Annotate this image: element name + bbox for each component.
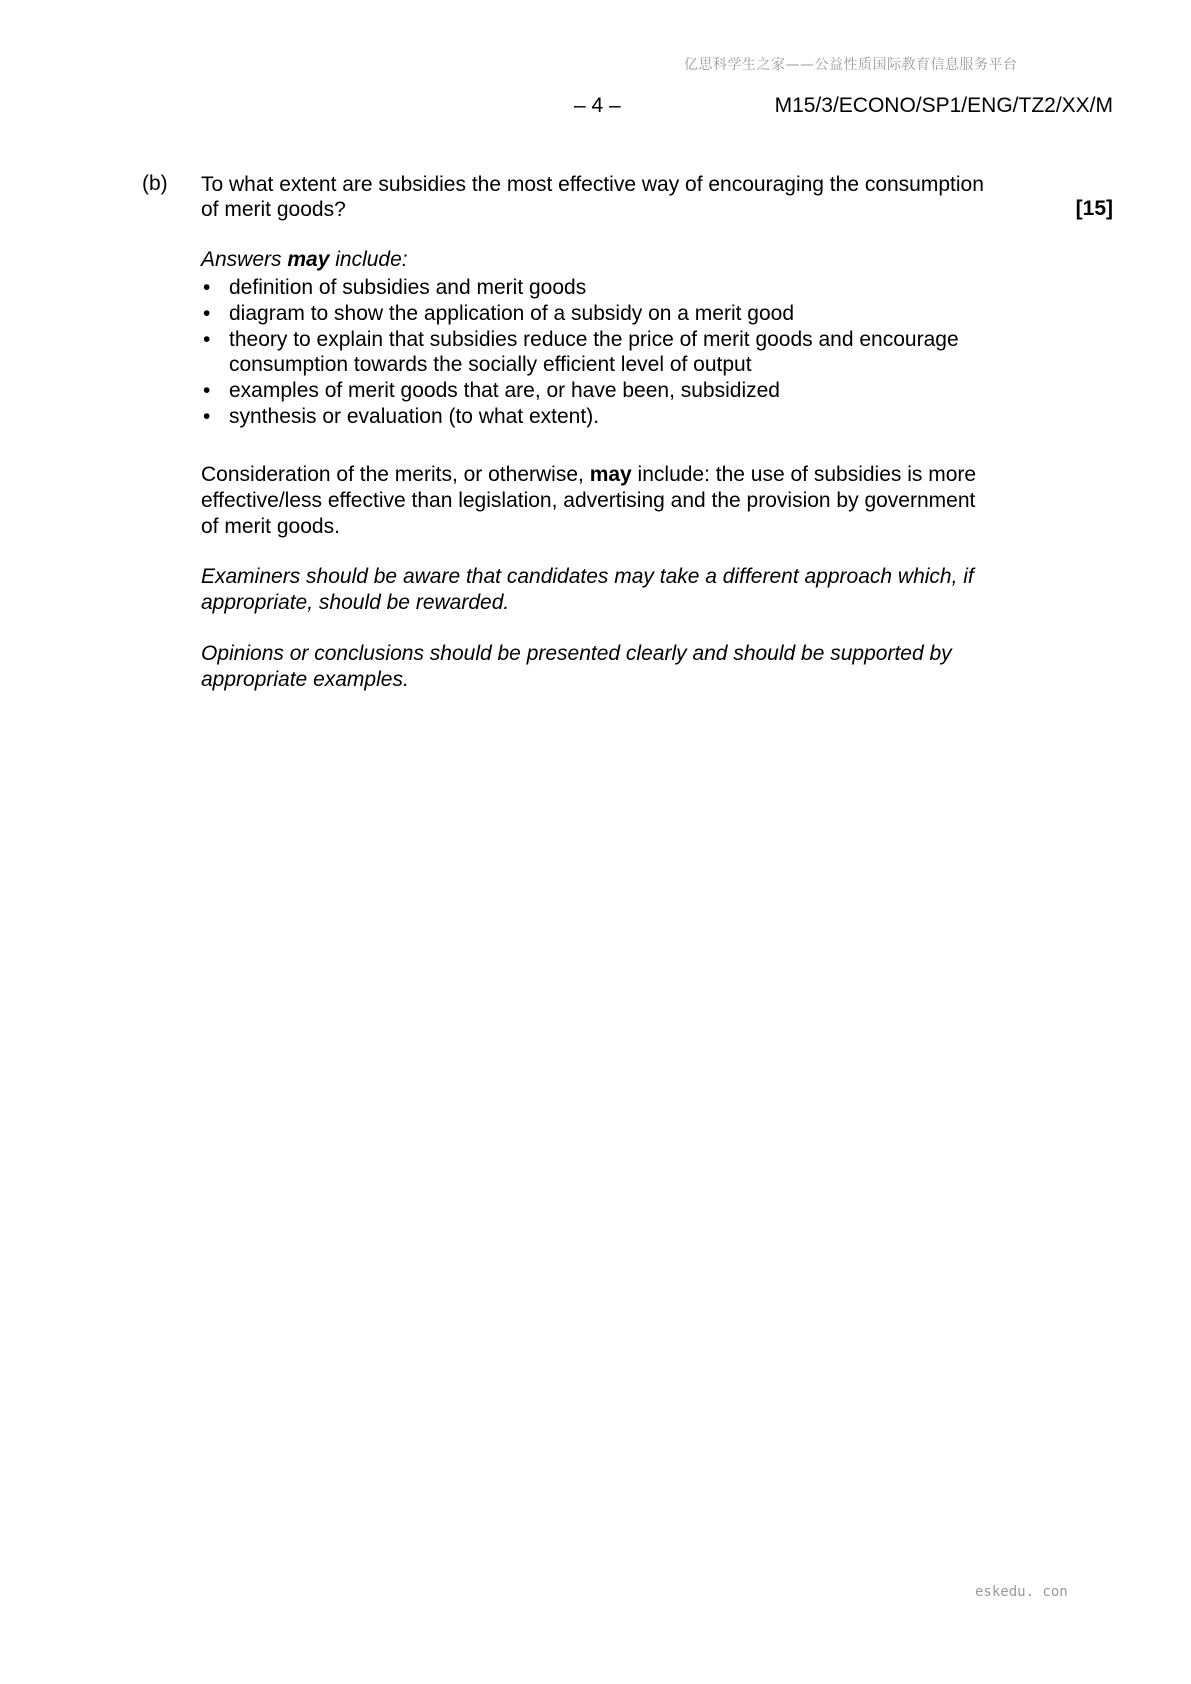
bullet-icon: • [203, 327, 211, 351]
paper-reference-code: M15/3/ECONO/SP1/ENG/TZ2/XX/M [774, 94, 1113, 117]
list-item [201, 327, 961, 379]
answers-intro-before: Answers [201, 248, 288, 271]
answers-intro-after: include: [329, 248, 408, 271]
consideration-emphasis: may [589, 463, 632, 486]
list-item [201, 275, 961, 301]
consideration-after: include: the use of subsidies is more effective/less effective than legislation, advertising and the provision by government of merit goods. [201, 463, 977, 538]
question-label: (b) [142, 172, 168, 195]
question-text: To what extent are subsidies the most effective way of encouraging the consumption of merit goods? [201, 173, 984, 221]
list-item [201, 301, 961, 327]
list-item-text: diagram to show the application of a subsidy on a merit good [229, 301, 795, 325]
question-marks: [15] [1075, 197, 1113, 220]
list-item-text: examples of merit goods that are, or have been, subsidized [229, 379, 780, 403]
bullet-icon: • [203, 404, 211, 428]
answers-intro-emphasis: may [287, 248, 330, 271]
list-item-text: theory to explain that subsidies reduce the price of merit goods and encourage consumption towards the socially efficient level of output [229, 327, 959, 377]
answers-intro [201, 248, 408, 272]
consideration-before: Consideration of the merits, or otherwise, [201, 463, 590, 486]
list-item-text: definition of subsidies and merit goods [229, 276, 587, 299]
watermark-bottom: eskedu. con [975, 1584, 1068, 1600]
list-item-text: synthesis or evaluation (to what extent). [229, 404, 600, 428]
opinions-note: Opinions or conclusions should be presented clearly and should be supported by appropriate examples. [201, 642, 952, 691]
list-item [201, 378, 961, 404]
bullet-icon: • [203, 379, 211, 403]
answer-points-list [201, 275, 961, 430]
examiners-note: Examiners should be aware that candidates may take a different approach which, if appropriate, should be rewarded. [201, 565, 974, 614]
list-item [201, 404, 961, 430]
page-number: – 4 – [574, 94, 621, 117]
watermark-top: 亿思科学生之家——公益性质国际教育信息服务平台 [684, 57, 1018, 73]
bullet-icon: • [203, 276, 211, 299]
consideration-paragraph [201, 462, 981, 539]
bullet-icon: • [203, 301, 211, 325]
